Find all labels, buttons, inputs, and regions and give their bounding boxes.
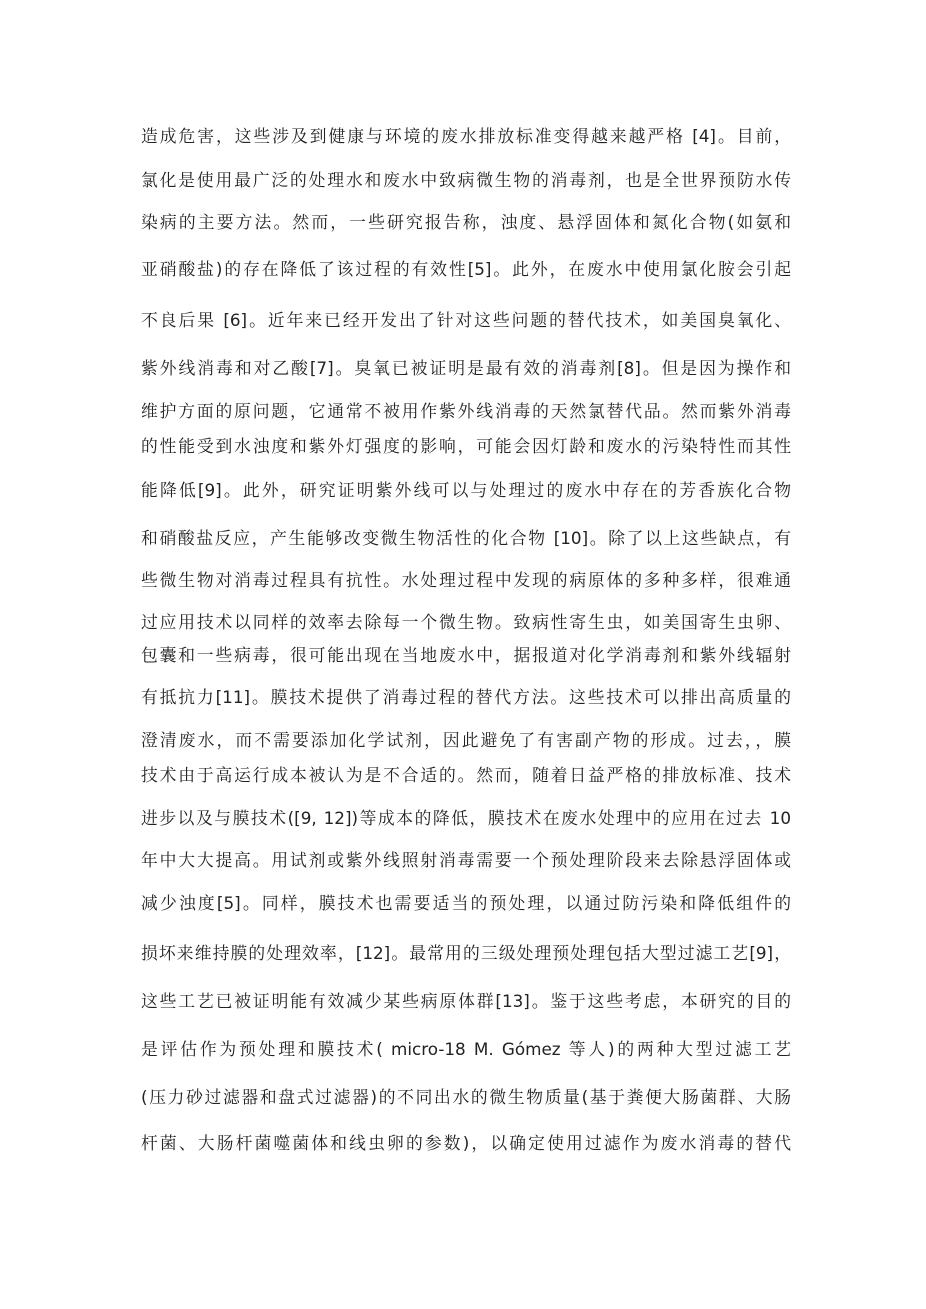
text-line: 包囊和一些病毒，很可能出现在当地废水中，据报道对化学消毒剂和紫外线辐射 — [141, 645, 791, 665]
text-line: 进步以及与膜技术([9, 12])等成本的降低，膜技术在废水处理中的应用在过去 10 — [141, 808, 791, 828]
text-line: 亚硝酸盐)的存在降低了该过程的有效性[5]。此外，在废水中使用氯化胺会引起 — [141, 259, 791, 279]
text-line: (压力砂过滤器和盘式过滤器)的不同出水的微生物质量(基于粪便大肠菌群、大肠 — [141, 1087, 791, 1107]
text-line: 维护方面的原问题，它通常不被用作紫外线消毒的天然氯替代品。然而紫外消毒 — [141, 401, 791, 421]
text-line: 氯化是使用最广泛的处理水和废水中致病微生物的消毒剂，也是全世界预防水传 — [141, 170, 791, 190]
text-line: 和硝酸盐反应，产生能够改变微生物活性的化合物 [10]。除了以上这些缺点，有 — [141, 528, 791, 548]
text-line: 不良后果 [6]。近年来已经开发出了针对这些问题的替代技术，如美国臭氧化、 — [141, 310, 791, 330]
text-line: 的性能受到水浊度和紫外灯强度的影响，可能会因灯龄和废水的污染特性而其性 — [141, 436, 791, 456]
text-line: 造成危害，这些涉及到健康与环境的废水排放标准变得越来越严格 [4]。目前， — [141, 126, 791, 146]
text-line: 过应用技术以同样的效率去除每一个微生物。致病性寄生虫，如美国寄生虫卵、 — [141, 612, 791, 632]
text-line: 些微生物对消毒过程具有抗性。水处理过程中发现的病原体的多种多样，很难通 — [141, 570, 791, 590]
text-line: 染病的主要方法。然而，一些研究报告称，浊度、悬浮固体和氮化合物(如氨和 — [141, 212, 791, 232]
text-line: 有抵抗力[11]。膜技术提供了消毒过程的替代方法。这些技术可以排出高质量的 — [141, 687, 791, 707]
text-line: 损坏来维持膜的处理效率，[12]。最常用的三级处理预处理包括大型过滤工艺[9]， — [141, 943, 791, 963]
text-line: 年中大大提高。用试剂或紫外线照射消毒需要一个预处理阶段来去除悬浮固体或 — [141, 850, 791, 870]
text-line: 减少浊度[5]。同样，膜技术也需要适当的预处理，以通过防污染和降低组件的 — [141, 893, 791, 913]
text-line: 紫外线消毒和对乙酸[7]。臭氧已被证明是最有效的消毒剂[8]。但是因为操作和 — [141, 358, 791, 378]
text-line: 技术由于高运行成本被认为是不合适的。然而，随着日益严格的排放标准、技术 — [141, 765, 791, 785]
text-line: 这些工艺已被证明能有效减少某些病原体群[13]。鉴于这些考虑，本研究的目的 — [141, 991, 791, 1011]
text-line: 是评估作为预处理和膜技术( micro-18 M. Gómez 等人)的两种大型过滤工艺 — [141, 1039, 791, 1059]
text-line: 能降低[9]。此外，研究证明紫外线可以与处理过的废水中存在的芳香族化合物 — [141, 480, 791, 500]
text-line: 杆菌、大肠杆菌噬菌体和线虫卵的参数)，以确定使用过滤作为废水消毒的替代 — [141, 1133, 791, 1153]
text-line: 澄清废水，而不需要添加化学试剂，因此避免了有害副产物的形成。过去，，膜 — [141, 730, 791, 750]
